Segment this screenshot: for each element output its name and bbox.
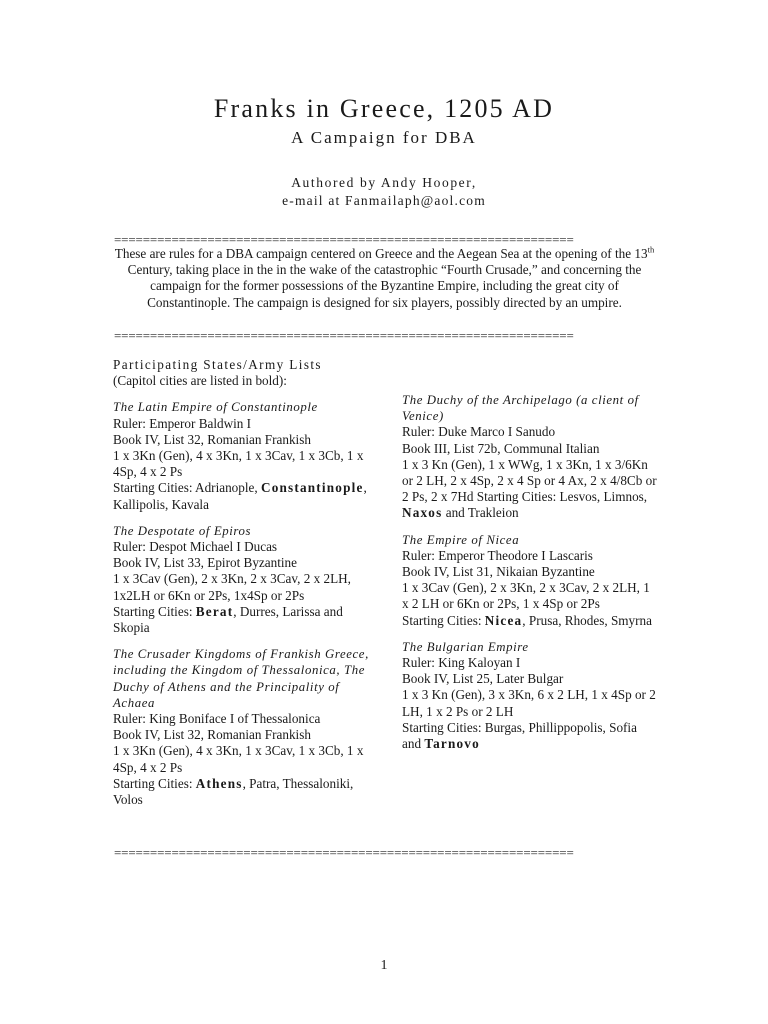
divider-top: ================================================================: [114, 233, 574, 247]
entry-army: 1 x 3Kn (Gen), 4 x 3Kn, 1 x 3Cav, 1 x 3Cb, 1 x 4Sp, 4 x 2 Ps: [113, 743, 364, 775]
capital-city: Constantinople: [260, 480, 364, 496]
entry-book: Book IV, List 31, Nikaian Byzantine: [402, 564, 595, 580]
author-line: Authored by Andy Hooper,: [291, 175, 477, 190]
entry-book: Book IV, List 32, Romanian Frankish: [113, 727, 311, 743]
entry-ruler: Ruler: Emperor Baldwin I: [113, 415, 252, 431]
army-entry-nicea: [402, 532, 658, 629]
entry-ruler: Ruler: Despot Michael I Ducas: [113, 539, 278, 555]
capital-city: Athens: [195, 775, 243, 791]
army-entry-epiros: [113, 523, 375, 636]
divider-bottom: ================================================================: [114, 846, 574, 860]
army-entry-archipelago: [402, 392, 658, 522]
entry-army: 1 x 3 Kn (Gen), 3 x 3Kn, 6 x 2 LH, 1 x 4Sp or 2 LH, 1 x 2 Ps or 2 LH: [402, 687, 656, 719]
lists-hint: (Capitol cities are listed in bold):: [113, 373, 287, 389]
entry-book: Book IV, List 32, Romanian Frankish: [113, 431, 311, 447]
entry-army: 1 x 3Kn (Gen), 4 x 3Kn, 1 x 3Cav, 1 x 3Cb, 1 x 4Sp, 4 x 2 Ps: [113, 448, 364, 480]
entry-cities: Starting Cities: Berat, Durres, Larissa and Skopia: [113, 603, 343, 636]
entry-ruler: Ruler: Emperor Theodore I Lascaris: [402, 547, 593, 563]
entry-army: 1 x 3Cav (Gen), 2 x 3Kn, 2 x 3Cav, 2 x 2LH, 1 x 2 LH or 6Kn or 2Ps, 1 x 4Sp or 2Ps: [402, 580, 650, 612]
entry-cities: Starting Cities: Lesvos, Limnos,: [473, 489, 648, 505]
capital-city: Tarnovo: [424, 736, 480, 752]
entry-ruler: Ruler: King Boniface I of Thessalonica: [113, 711, 321, 727]
army-entry-bulgaria: [402, 639, 658, 752]
capital-city: Nicea: [484, 612, 523, 628]
entry-book: Book IV, List 33, Epirot Byzantine: [113, 555, 297, 571]
intro-text-part1: These are rules for a DBA campaign centered on Greece and the Aegean Sea at the opening of the 13: [114, 246, 648, 261]
intro-text-part2: Century, taking place in the in the wake of the catastrophic “Fourth Crusade,” and concerning the campaign for the former possessions of the Byzantine Empire, including the great city of Constantinople. The campaign is designed for six players, possibly directed by an umpire.: [127, 262, 642, 310]
army-entry-latin-empire: [113, 399, 375, 512]
entry-name: The Duchy of the Archipelago (a client of Venice): [402, 393, 639, 424]
entry-book: Book III, List 72b, Communal Italian: [402, 440, 600, 456]
left-column: [113, 357, 375, 818]
capital-city: Berat: [195, 603, 234, 619]
intro-superscript: th: [647, 244, 655, 255]
right-column: [402, 392, 658, 762]
divider-intro-bottom: ================================================================: [114, 329, 574, 343]
document-subtitle: A Campaign for DBA: [291, 128, 477, 147]
entry-name: The Crusader Kingdoms of Frankish Greece, including the Kingdom of Thessalonica, The Duchy of Athens and the Principality of Achaea: [113, 647, 369, 710]
page-number: 1: [380, 958, 388, 973]
entry-ruler: Ruler: Duke Marco I Sanudo: [402, 424, 556, 440]
entry-cities: Starting Cities: Nicea, Prusa, Rhodes, Smyrna: [402, 612, 652, 628]
intro-paragraph: [114, 246, 655, 311]
entry-cities: Starting Cities: Athens, Patra, Thessaloniki, Volos: [113, 775, 354, 808]
entry-book: Book IV, List 25, Later Bulgar: [402, 671, 564, 687]
entry-name: The Bulgarian Empire: [402, 639, 529, 654]
entry-ruler: Ruler: King Kaloyan I: [402, 655, 521, 671]
entry-cities: Starting Cities: Burgas, Phillippopolis, Sofia and Tarnovo: [402, 719, 637, 752]
entry-name: The Despotate of Epiros: [113, 523, 252, 538]
entry-army: 1 x 3 Kn (Gen), 1 x WWg, 1 x 3Kn, 1 x 3/6Kn or 2 LH, 2 x 4Sp, 2 x 4 Sp or 4 Ax, 2 x 4/8Cb or 2 Ps, 2 x 7Hd: [402, 456, 657, 505]
entry-name: The Latin Empire of Constantinople: [113, 400, 318, 415]
entry-name: The Empire of Nicea: [402, 532, 520, 547]
entry-army-and-cities: 1 x 3 Kn (Gen), 1 x WWg, 1 x 3Kn, 1 x 3/6Kn or 2 LH, 2 x 4Sp, 2 x 4 Sp or 4 Ax, 2 x 4/8Cb or 2 Ps, 2 x 7Hd Starting Cities: Lesvos, Limnos, Naxos and Trakleion: [402, 456, 657, 521]
document-title: Franks in Greece, 1205 AD: [213, 94, 555, 123]
capital-city: Naxos: [402, 505, 443, 521]
army-entry-frankish-greece: [113, 646, 375, 808]
entry-army: 1 x 3Cav (Gen), 2 x 3Kn, 2 x 3Cav, 2 x 2LH, 1x2LH or 6Kn or 2Ps, 1x4Sp or 2Ps: [113, 571, 351, 603]
lists-heading: Participating States/Army Lists: [113, 357, 322, 372]
entry-cities: Starting Cities: Adrianople, Constantinople, Kallipolis, Kavala: [113, 480, 367, 512]
email-line: e-mail at Fanmailaph@aol.com: [282, 193, 486, 208]
